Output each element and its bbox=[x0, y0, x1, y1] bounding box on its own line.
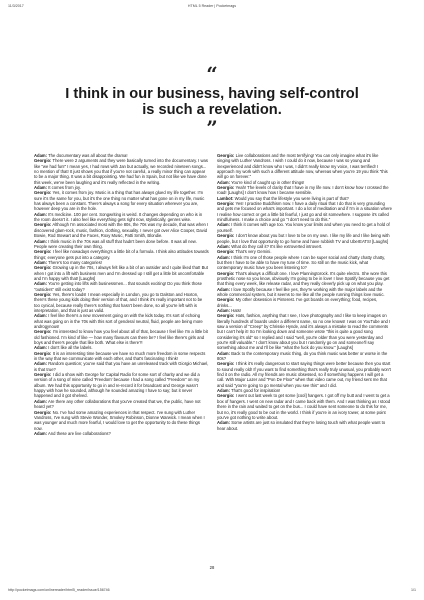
interview-paragraph bbox=[217, 255, 392, 271]
speaker-name: Georgio: bbox=[217, 270, 235, 276]
speaker-name: Georgio: bbox=[217, 153, 235, 158]
interview-paragraph bbox=[34, 329, 209, 345]
speaker-text: Are there any other collaborations that you've created that we, the public, have not heard yet? bbox=[34, 398, 201, 410]
speaker-text: Would you say that the lifestyle you were living is part of that? bbox=[233, 195, 349, 201]
interview-paragraph bbox=[217, 271, 392, 287]
speaker-name: Lambot: bbox=[217, 195, 234, 201]
speaker-name: Adam: bbox=[217, 222, 231, 228]
open-quote-mark: “ bbox=[206, 62, 218, 86]
speaker-name: Georgio: bbox=[34, 265, 52, 271]
speaker-name: Georgio: bbox=[34, 190, 52, 196]
speaker-name: Adam: bbox=[34, 238, 48, 244]
speaker-name: Adam: bbox=[217, 243, 231, 249]
speaker-name: Georgio: bbox=[34, 249, 52, 255]
speaker-text: I'm interested to know how you feel about all of that, because I feel like I'm a little bit old fashioned. I'm kind of like — how many flavours can there be? I feel like there's girls and boys and there's people that like both. What else is there?! bbox=[34, 329, 208, 346]
speaker-text: Yeah! The levels of clarity that I have in my life now. I don't know how I crossed the road! [Laughs] I don't know how I became sensible. bbox=[217, 185, 389, 196]
left-column bbox=[34, 153, 209, 559]
speaker-name: Adam: bbox=[34, 153, 48, 158]
speaker-name: Georgio: bbox=[217, 185, 235, 191]
speaker-text: It comes from joy. bbox=[47, 185, 81, 191]
interview-body bbox=[34, 153, 392, 559]
speaker-text: Hats, fashion, anything that I see, I love photography and I like to keep images on literally hundreds of boards under a different name, so no one knows! I was on YouTube and I saw a version of "Creep" by Chrissie Hynde, and it's always a mistake to read the comments but I can't help it! So I'm looking down and someone wrote "this is quite a good song considering it's old" so I replied and I said "well, you're older than you were yesterday and you're still valuable." I don't know about you but I randomly go on and someone'll say something about me and I'll be like "what the fuck do you know." [Laughs] bbox=[217, 313, 391, 351]
close-quote-mark: ” bbox=[206, 116, 218, 140]
interview-paragraph bbox=[34, 222, 209, 238]
interview-paragraph bbox=[34, 372, 209, 399]
interview-paragraph bbox=[217, 420, 392, 431]
speaker-text: Yes! I practise Buddhism now. I have a daily ritual that I do that is very grounding and gets me focused on what's important. I do a lot of meditation and if I'm in a situation where I realise how correct or get a little bit fearful, I just go and sit somewhere. I suppose it's called mindfulness. I make a choice and go "I don't need to do this." bbox=[217, 201, 392, 223]
interview-paragraph bbox=[34, 431, 209, 436]
speaker-name: Adam: bbox=[217, 388, 231, 394]
speaker-name: Adam: bbox=[34, 430, 48, 436]
speaker-text: My other obsession is Pinterest. I've got boards on everything; food, recipes, drinks... bbox=[217, 297, 378, 308]
interview-paragraph bbox=[217, 361, 392, 388]
page-footer bbox=[8, 588, 416, 596]
speaker-text: I think I'm one of those people where I can be super social and chatty chatty chatty, but then I have to be able to have my tune of time. So still on the music kick, what contemporary music have you been listening to? bbox=[217, 254, 386, 271]
interview-paragraph bbox=[34, 399, 209, 410]
speaker-text: Hats! bbox=[230, 307, 241, 313]
speaker-text: There were 2 arguments and they were basically turned into the documentary. I was like "we had fun!" I mean yes, I had rows with Jan but actually, we recorded nineteen songs... no mention of that! It just shows you that if you're not careful, a really minor thing can appear to be a major thing. It was a bit disappointing. We had fun in Spain, but not like we have done this week, we've been laughing and it's really reflected in the writing. bbox=[34, 158, 208, 185]
speaker-text: I don't know about you but I love to be on my own. I like my life and I like being with people, but I love that opportunity to go home and have rubbish TV and UberEATS! [Laughs] bbox=[217, 233, 390, 244]
speaker-name: Adam: bbox=[217, 179, 231, 185]
speaker-text: There's too many categories! bbox=[47, 259, 102, 265]
speaker-name: Georgio: bbox=[217, 201, 235, 207]
speaker-text: I think it's really dangerous to start saying things were better because then you start to sound really old! If you want to find something that's really truly unusual, you probably won't find it on the radio. All my friends are music obsessed, so if something happens I will get a call. With Major Lazer and "Pon De Floor" when that video came out, my friend sent me that and said "you're going to go mental when you see this" and I did. bbox=[217, 361, 391, 388]
speaker-name: Adam: bbox=[217, 254, 231, 260]
speaker-text: I feel like there's a new movement going on with the kids today. It's sort of echoing what was going on in the 70s with this sort of genderal neutral, fluid, people are being more androgynous! bbox=[34, 313, 203, 329]
speaker-name: Adam: bbox=[217, 307, 231, 313]
interview-paragraph bbox=[34, 410, 209, 431]
speaker-text: It's medicine. 100 per cent. Songwriting is weird. It changes depending on who is in the room doesn't it. I also feel like everything gets right now, stylistically, genres wise. bbox=[34, 211, 203, 223]
speaker-name: Georgio: bbox=[217, 249, 235, 255]
speaker-name: Georgio: bbox=[34, 329, 52, 335]
speaker-name: Adam: bbox=[34, 361, 48, 367]
interview-paragraph bbox=[34, 190, 209, 211]
page-number: 28 bbox=[209, 565, 215, 570]
interview-paragraph bbox=[34, 361, 209, 372]
interview-paragraph bbox=[217, 222, 392, 233]
speaker-text: I don't like all the labels. bbox=[47, 345, 93, 351]
speaker-name: Adam: bbox=[34, 211, 48, 217]
speaker-name: Georgio: bbox=[34, 350, 52, 356]
interview-paragraph bbox=[217, 313, 392, 350]
interview-paragraph bbox=[217, 287, 392, 298]
speaker-name: Georgio: bbox=[217, 313, 235, 319]
footer-url: http://pocketmags.com/onlinereader/html5_reader/issue/156746 bbox=[8, 588, 110, 592]
interview-paragraph bbox=[34, 249, 209, 260]
speaker-text: I think music in the 70s was all stuff that hadn't been done before. It was all new. People were creating their own thing. bbox=[34, 238, 197, 249]
interview-paragraph bbox=[217, 297, 392, 308]
speaker-name: Georgio: bbox=[34, 291, 52, 297]
speaker-name: Georgio: bbox=[217, 297, 235, 303]
speaker-name: Georgio: bbox=[217, 361, 235, 367]
speaker-text: You're getting into lifts with businessmen... that sounds exciting! Do you think those "outsiders" still exist today? bbox=[34, 281, 202, 292]
speaker-text: Yes, there's loads! I mean especially in London, you go to Dalston and Hoxton, there's these young kids doing their version of that, and I think it's really important not to be too cynical, because really there's nothing that hasn't been done, so all you're left with is interpretation, and that is just as valid. bbox=[34, 291, 203, 313]
interview-paragraph bbox=[34, 292, 209, 313]
print-title: HTML 5 Reader | Pocketmags bbox=[187, 4, 237, 8]
speaker-name: Georgio: bbox=[34, 409, 52, 415]
speaker-text: Live collaborations and the most terrifying! You can only imagine what it's like singing with Luther Vandross. I wish I could do it now, because I was so young and inexperienced and didn't know who I was, I didn't really know my voice, I was terrified! I approach my work with such a different attitude now, whereas when you're 19 you think "this will go on forever." bbox=[217, 153, 388, 180]
speaker-name: Adam: bbox=[34, 313, 48, 319]
pull-quote-text: I think in our business, having self-control is such a revelation. bbox=[65, 86, 359, 118]
page-header bbox=[8, 4, 416, 12]
speaker-text: The documentary was all about the drama! bbox=[47, 153, 128, 158]
interview-paragraph bbox=[217, 351, 392, 362]
interview-paragraph bbox=[34, 281, 209, 292]
speaker-text: You're kind of caught up in other things! bbox=[230, 179, 305, 185]
speaker-text: I went out last week to get some [cool] hangers. I got off my butt and I went to get a box of hangers. I went on new radar and I came back with them. And I was thinking as I stood there in the rain and waited to get on the bus... I could have sent someone to do this for me, but no, it's really good to be out in the world. I think if you're in an ivory tower, at some point you've got nothing to write about. bbox=[217, 393, 391, 420]
interview-paragraph bbox=[34, 313, 209, 329]
pull-quote bbox=[60, 62, 364, 140]
speaker-text: Some artists are just so insulated that they're losing touch with what people want to hear about. bbox=[217, 420, 386, 431]
speaker-name: Georgio: bbox=[34, 158, 52, 164]
speaker-name: Adam: bbox=[34, 185, 48, 191]
speaker-text: It is an interesting time because we have so much more freedom in some respects in the way that we communicate with each other, and that's fascinating I think! bbox=[34, 350, 206, 362]
speaker-name: Adam: bbox=[34, 398, 48, 404]
interview-paragraph bbox=[217, 185, 392, 196]
speaker-name: Adam: bbox=[34, 345, 48, 351]
interview-paragraph bbox=[34, 212, 209, 223]
speaker-text: I feel like nowadays everything's a little bit of a formula. I think also attitudes towards things; everyone gets put into a category. bbox=[34, 249, 209, 260]
interview-paragraph bbox=[34, 239, 209, 250]
footer-page-count: 1/1 bbox=[411, 588, 416, 592]
interview-paragraph bbox=[34, 351, 209, 362]
speaker-text: That's very Gemini. bbox=[234, 249, 272, 255]
speaker-name: Adam: bbox=[217, 420, 231, 426]
speaker-text: That's always a difficult one. I love Planningtorock. It's quite electro. She wore this prosthetic nose so you know, obviously I'm going to be in love! I love Spotify because you get that thing every week, like release radar, and they really cleverly pick up on what you play. bbox=[217, 270, 390, 287]
interview-paragraph bbox=[217, 201, 392, 222]
speaker-name: Georgio: bbox=[34, 372, 52, 378]
speaker-name: Adam: bbox=[34, 281, 48, 287]
speaker-text: I love Spotify because I feel like yes, they're working with the major labels and the whole commercial system, but it seems to me like all the people running things love music. bbox=[217, 286, 385, 297]
speaker-text: No. I've had some amazing experiences in that respect. I've sung with Luther Vandross, I've sung with Stevie Wonder, Smokey Robinson, Dionne Warwick. I mean when I was younger and much more fearful, I would love to get the opportunity to do these things now. bbox=[34, 409, 205, 431]
right-column bbox=[217, 153, 392, 559]
speaker-text: That's good for inspiration! bbox=[230, 388, 281, 394]
speaker-text: Yes, it comes from joy. Music is a thing that has always glued my life together. I'm sure it's the same for you, but it's the one thing no matter what has gone on in my life, music has always been a constant. There's always a song for every situation wherever you are, however deep you are in the hole. bbox=[34, 190, 205, 212]
speaker-text: And these are live collaborations? bbox=[47, 430, 111, 436]
speaker-name: Georgio: bbox=[34, 222, 52, 228]
speaker-name: Adam: bbox=[34, 259, 48, 265]
speaker-text: I think it comes with age too. You know your limits and when you need to get a hold of yourself. bbox=[217, 222, 390, 233]
speaker-text: Growing up in the 70s, I always felt like a bit of an outsider and I quite liked that! But when I got into a lift with business men and I'm dressed up I still get a little bit uncomfortable and I'm happy with that! [Laughs] bbox=[34, 265, 208, 281]
interview-paragraph bbox=[217, 233, 392, 244]
speaker-name: Georgio: bbox=[217, 393, 235, 399]
interview-paragraph bbox=[34, 265, 209, 281]
print-date: 11/3/2017 bbox=[8, 4, 24, 8]
interview-paragraph bbox=[34, 158, 209, 185]
speaker-text: Although I'm associated most with the 80s, the 70s was my decade, that was when I discovered glam-rock, music, fashion, clothing, sexuality. I never got over Alice Cooper, David Bowie, Rod Stewart and the Faces, Roxy Music, Patti Smith, Blondie. bbox=[34, 222, 209, 239]
speaker-text: Back to the contemporary music thing, do you think music was better or worse in the 80s? bbox=[217, 350, 388, 362]
speaker-text: Random question; you've said that you have an unreleased track with Giorgio Michael, is that true? bbox=[34, 361, 209, 372]
interview-paragraph bbox=[217, 153, 392, 180]
interview-paragraph bbox=[217, 393, 392, 420]
speaker-name: Adam: bbox=[217, 286, 231, 292]
speaker-text: What do they call it? It's like extroverted introvert. bbox=[230, 243, 323, 249]
speaker-name: Adam: bbox=[217, 350, 231, 356]
speaker-text: I did a show with George for Capital Radio for some sort of charity and we did a version of a song of mine called 'Freedom' because I had a song called "Freedom" on my album. We had this opportunity to go in and re-record it for broadcast and George wasn't happy with how he sounded, although he sounded amazing I have to say; but it never happened and it got shelved. bbox=[34, 372, 200, 399]
speaker-name: Georgio: bbox=[217, 233, 235, 239]
